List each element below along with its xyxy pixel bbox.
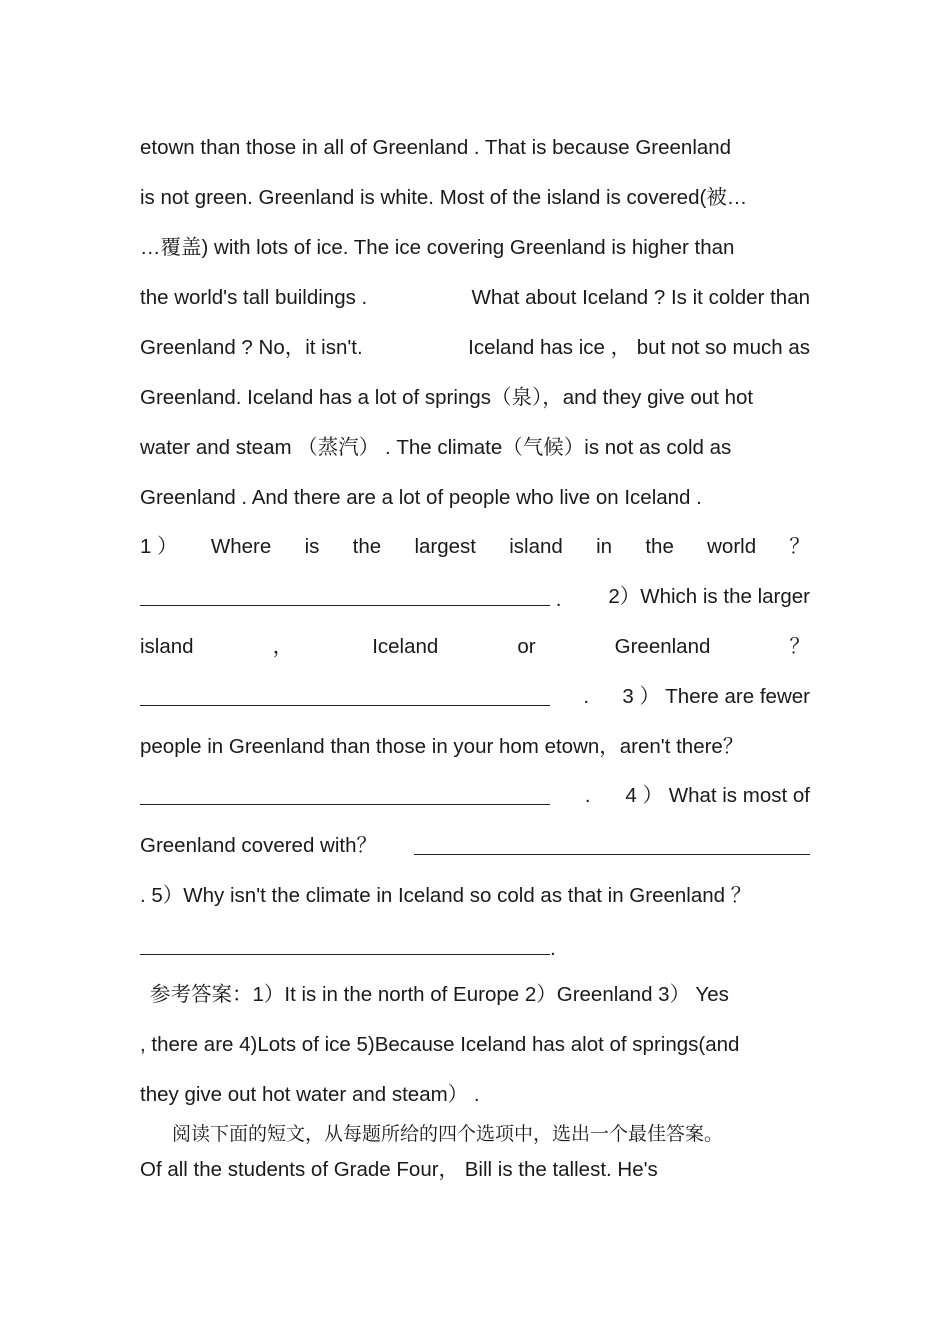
question-1 bbox=[140, 533, 810, 561]
question-5-answer-row bbox=[140, 932, 810, 963]
q1-word: world bbox=[707, 535, 757, 558]
passage-line-7: water and steam （蒸汽） . The climate（气候）is not as cold as bbox=[140, 436, 732, 459]
passage-line-5 bbox=[140, 334, 810, 362]
passage-line-6: Greenland. Iceland has a lot of springs（泉），and they give out hot bbox=[140, 386, 754, 409]
question-2 bbox=[140, 633, 810, 661]
q1-word: island bbox=[509, 535, 563, 558]
passage-line-8: Greenland . And there are a lot of people who live on Iceland . bbox=[140, 486, 702, 509]
question-4 bbox=[140, 832, 810, 863]
q1-end: . bbox=[550, 588, 562, 611]
q2-word: ， bbox=[272, 635, 294, 658]
q2-word: Greenland bbox=[614, 635, 711, 658]
q1-word: in bbox=[596, 535, 613, 558]
question-1-answer-row bbox=[140, 583, 810, 614]
q4-blank-wrap bbox=[414, 832, 810, 863]
answer-key-line-3: they give out hot water and steam） . bbox=[140, 1083, 480, 1106]
q4-answer-blank[interactable] bbox=[414, 832, 810, 855]
q2-word: ？ bbox=[789, 635, 810, 658]
section-instruction: 阅读下面的短文，从每题所给的四个选项中，选出一个最佳答案。 bbox=[172, 1123, 724, 1145]
passage-line-5-a: Greenland ? No，it isn't. bbox=[140, 336, 363, 359]
q3-blank-wrap bbox=[140, 782, 550, 813]
question-3: people in Greenland than those in your hom etown，aren't there？ bbox=[140, 735, 744, 758]
answer-key-line-2: , there are 4)Lots of ice 5)Because Iceland has alot of springs(and bbox=[140, 1033, 740, 1056]
q3-label: 3 ） There are fewer bbox=[622, 685, 810, 708]
q2-answer-blank[interactable] bbox=[140, 683, 550, 706]
passage-line-4-a: the world's tall buildings . bbox=[140, 286, 368, 309]
answer-key-line-1: 参考答案：1）It is in the north of Europe 2）Greenland 3） Yes bbox=[150, 983, 729, 1006]
q1-word: Where bbox=[210, 535, 272, 558]
passage-line-5-b: Iceland has ice ， but not so much as bbox=[468, 336, 810, 359]
q3-end: . bbox=[584, 784, 591, 807]
q1-answer-blank[interactable] bbox=[140, 583, 550, 606]
passage-line-1: etown than those in all of Greenland . That is because Greenland bbox=[140, 136, 732, 159]
passage-line-2: is not green. Greenland is white. Most of the island is covered(被… bbox=[140, 186, 748, 209]
question-2-answer-row bbox=[140, 683, 810, 714]
passage-line-3: …覆盖) with lots of ice. The ice covering Greenland is higher than bbox=[140, 236, 735, 259]
q1-word: the bbox=[645, 535, 674, 558]
q1-answer-group bbox=[140, 583, 561, 614]
q5-answer-blank[interactable] bbox=[140, 932, 550, 955]
q4-text: Greenland covered with？ bbox=[140, 834, 378, 857]
q2-end: . bbox=[583, 685, 590, 708]
next-passage-line-1: Of all the students of Grade Four， Bill is the tallest. He's bbox=[140, 1158, 658, 1181]
question-5: . 5）Why isn't the climate in Iceland so cold as that in Greenland ？ bbox=[140, 884, 752, 907]
q2-word: Iceland bbox=[372, 635, 439, 658]
q3-answer-blank[interactable] bbox=[140, 782, 550, 805]
q1-word: the bbox=[352, 535, 382, 558]
q1-word: is bbox=[304, 535, 320, 558]
passage-line-4-b: What about Iceland ? Is it colder than bbox=[471, 286, 810, 309]
q4-label: 4 ） What is most of bbox=[625, 784, 810, 807]
q5-end: . bbox=[550, 937, 556, 960]
q2-label: 2）Which is the larger bbox=[608, 585, 810, 608]
q1-word: 1 ） bbox=[140, 535, 178, 558]
q1-word: largest bbox=[414, 535, 476, 558]
q2-word: or bbox=[517, 635, 536, 658]
q1-word: ？ bbox=[789, 535, 810, 558]
q2-blank-wrap bbox=[140, 683, 550, 714]
question-3-answer-row bbox=[140, 782, 810, 813]
q2-word: island bbox=[140, 635, 194, 658]
passage-line-4 bbox=[140, 284, 810, 312]
